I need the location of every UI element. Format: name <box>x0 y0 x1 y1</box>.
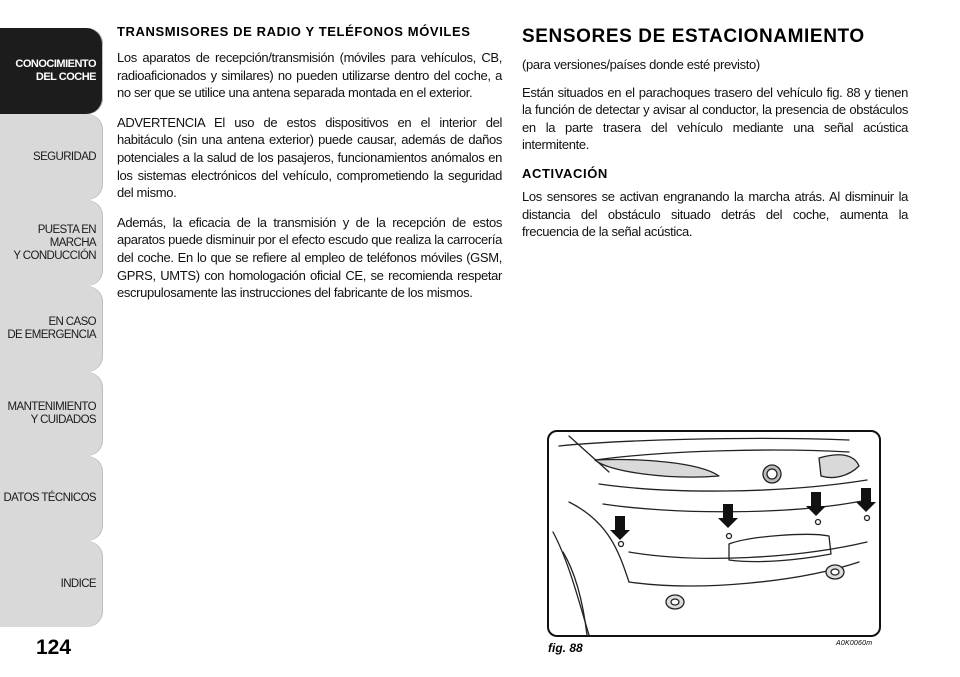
subheading-activation: ACTIVACIÓN <box>522 165 608 181</box>
tab-label: DATOS TÉCNICOS <box>3 492 96 504</box>
tab-mantenimiento[interactable] <box>0 372 103 456</box>
figure-caption: fig. 88 <box>548 641 583 655</box>
right-column <box>522 24 908 253</box>
tab-label: PUESTA EN MARCHA Y CONDUCCIÓN <box>13 223 96 262</box>
page-number: 124 <box>36 636 72 659</box>
tab-label: EN CASO DE EMERGENCIA <box>7 316 96 341</box>
availability-note: (para versiones/países donde esté previsto) <box>522 57 760 72</box>
section-heading-sensors: SENSORES DE ESTACIONAMIENTO <box>522 26 865 47</box>
tab-conocimiento-del-coche[interactable] <box>0 28 103 114</box>
tab-puesta-en-marcha[interactable] <box>0 200 103 286</box>
section-heading-radio: TRANSMISORES DE RADIO Y TELÉFONOS MÓVILES <box>117 24 471 39</box>
tab-label: INDICE <box>60 577 96 590</box>
figure-code: A0K0060m <box>836 640 873 647</box>
paragraph: Están situados en el parachoques trasero del vehículo fig. 88 y tienen la función de detectar y avisar al conductor, la presencia de obstáculos en la parte trasera del vehículo mediante una señal acústica intermitente. <box>522 84 908 153</box>
tab-datos-tecnicos[interactable] <box>0 456 103 541</box>
figure-rear-bumper <box>547 430 881 637</box>
tab-label: CONOCIMIENTO DEL COCHE <box>15 58 96 83</box>
left-column <box>117 24 502 314</box>
paragraph: Los sensores se activan engranando la marcha atrás. Al disminuir la distancia del obstáculo situado detrás del coche, aumenta la frecuencia de la señal acústica. <box>522 188 908 240</box>
tab-indice[interactable] <box>0 541 103 627</box>
car-rear-illustration <box>549 432 879 635</box>
tab-en-caso-de-emergencia[interactable] <box>0 286 103 372</box>
paragraph: Además, la eficacia de la transmisión y de la recepción de estos aparatos puede disminuir por el efecto escudo que realiza la carrocería del coche. En lo que se refiere al empleo de teléfonos móviles (GSM, GPRS, UMTS) con homologación oficial CE, se recomienda respetar escrupulosamente las instrucciones del fabricante de los mismos. <box>117 214 502 301</box>
tab-label: MANTENIMIENTO Y CUIDADOS <box>7 401 96 426</box>
warning-paragraph: ADVERTENCIA El uso de estos dispositivos en el interior del habitáculo (sin una antena exterior) puede causar, además de daños potenciales a la salud de los pasajeros, funcionamientos anómalos en los sistemas electrónicos del vehículo, comprometiendo la seguridad del mismo. <box>117 114 502 201</box>
tab-seguridad[interactable] <box>0 114 103 200</box>
tab-label: SEGURIDAD <box>33 150 96 163</box>
paragraph: Los aparatos de recepción/transmisión (móviles para vehículos, CB, radioaficionados y similares) no pueden utilizarse dentro del coche, a no ser que se utilice una antena separada montada en el exterior. <box>117 50 502 101</box>
